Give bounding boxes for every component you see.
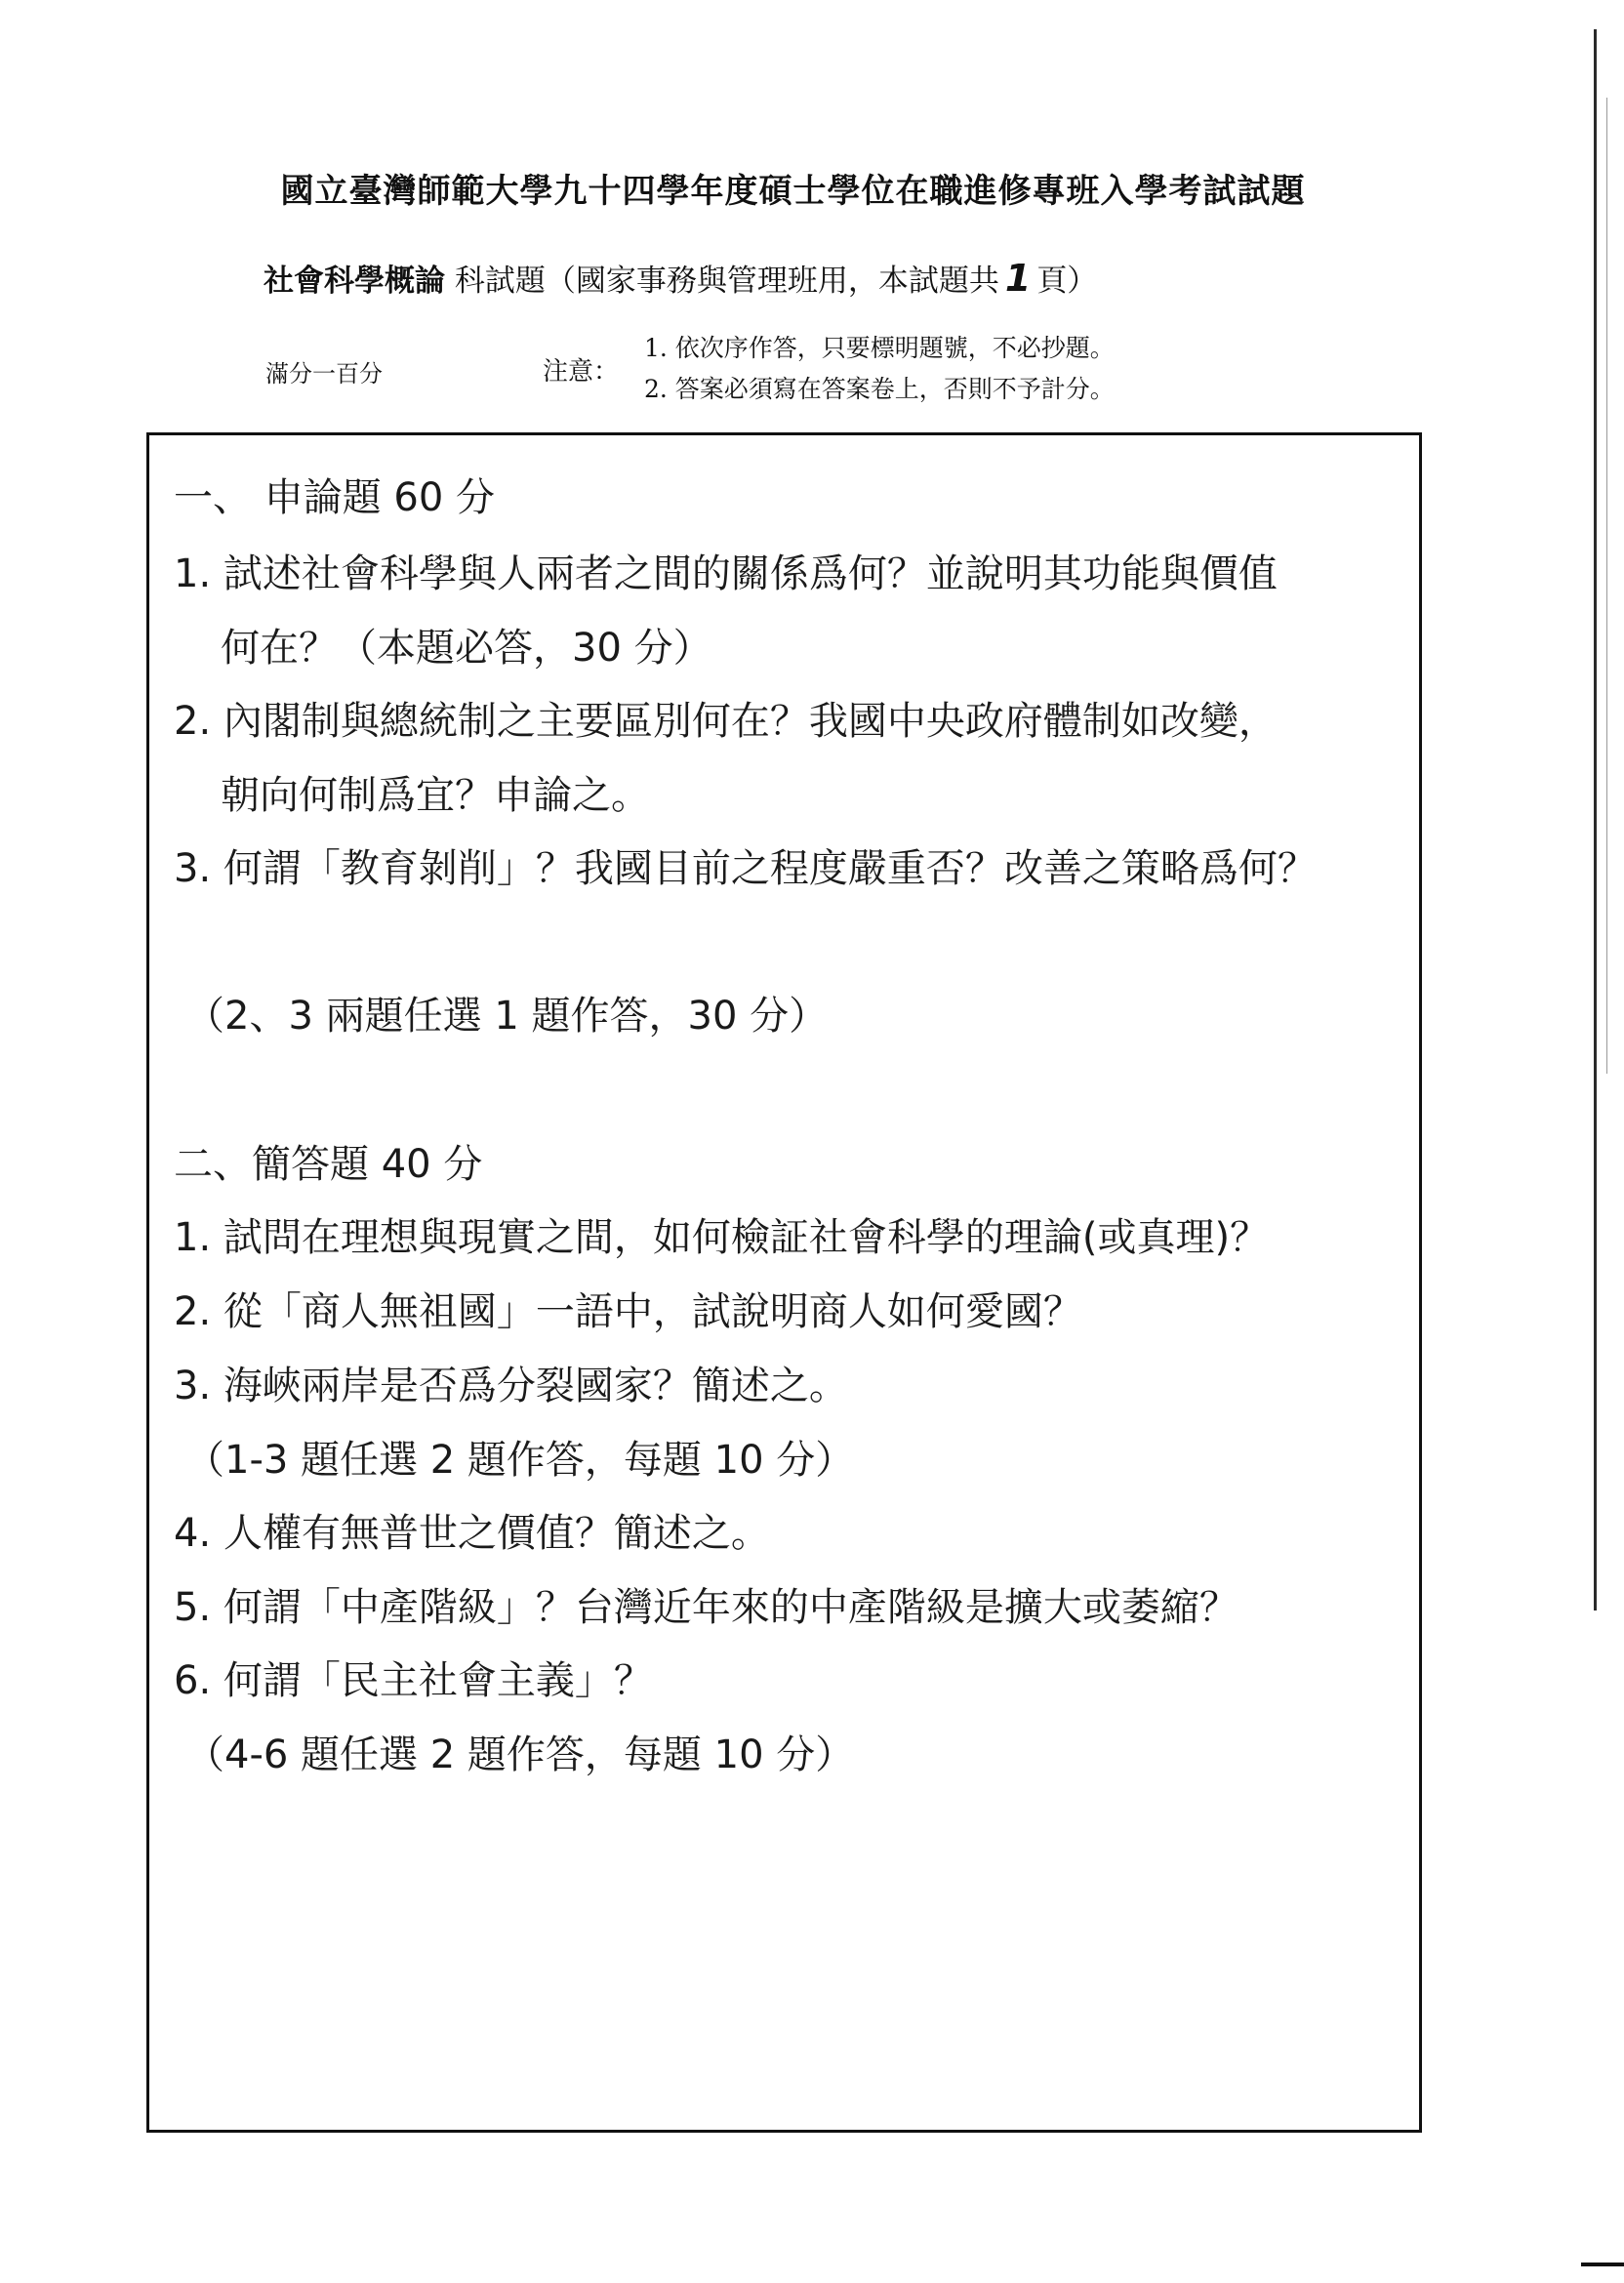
- notes-list: [644, 328, 1115, 410]
- s1-question-1-line1: 1. 試述社會科學與人兩者之間的關係爲何？並說明其功能與價值: [174, 551, 1278, 596]
- s2-question-1: 1. 試問在理想與現實之間，如何檢証社會科學的理論(或真理)？: [174, 1215, 1270, 1260]
- page-count: 1: [1004, 257, 1032, 300]
- note-item: 1. 依次序作答，只要標明題號，不必抄題。: [644, 334, 1115, 362]
- full-score-label: 滿分一百分: [265, 360, 383, 387]
- scan-corner-mark: [1581, 2263, 1624, 2266]
- subtitle-mid: 科試題（國家事務與管理班用，本試題共: [445, 264, 999, 299]
- s1-question-3: 3. 何謂「教育剝削」？我國目前之程度嚴重否？改善之策略爲何？: [174, 846, 1317, 891]
- s1-question-2-line2: 朝向何制爲宜？申論之。: [221, 773, 650, 818]
- subject-name: 社會科學概論: [264, 264, 445, 299]
- note-item: 2. 答案必須寫在答案卷上，否則不予計分。: [644, 375, 1115, 403]
- s2-question-6: 6. 何謂「民主社會主義」？: [174, 1658, 653, 1703]
- s2-choice-note-2: （4-6 題任選 2 題作答，每題 10 分）: [185, 1733, 855, 1777]
- scan-edge-line: [1594, 29, 1597, 1610]
- s2-question-3: 3. 海峽兩岸是否爲分裂國家？簡述之。: [174, 1364, 848, 1408]
- exam-title: 國立臺灣師範大學九十四學年度碩士學位在職進修專班入學考試試題: [280, 172, 1306, 211]
- s2-question-4: 4. 人權有無普世之價值？簡述之。: [174, 1511, 770, 1556]
- s2-question-2: 2. 從「商人無祖國」一語中，試說明商人如何愛國？: [174, 1289, 1082, 1334]
- s2-choice-note-1: （1-3 題任選 2 題作答，每題 10 分）: [185, 1438, 855, 1483]
- notes-label: 注意：: [543, 357, 620, 387]
- scan-edge-line-faint: [1606, 98, 1607, 1074]
- subtitle-end: 頁）: [1036, 264, 1098, 299]
- s1-question-1-line2: 何在？（本題必答，30 分）: [221, 626, 712, 671]
- section1-heading: 一、 申論題 60 分: [174, 475, 496, 520]
- s1-question-2-line1: 2. 內閣制與總統制之主要區別何在？我國中央政府體制如改變，: [174, 699, 1278, 744]
- exam-subtitle: [264, 256, 1097, 300]
- section2-heading: 二、簡答題 40 分: [174, 1142, 483, 1187]
- s2-question-5: 5. 何謂「中產階級」？台灣近年來的中產階級是擴大或萎縮？: [174, 1585, 1238, 1630]
- s1-choice-note: （2、3 兩題任選 1 題作答，30 分）: [185, 994, 829, 1039]
